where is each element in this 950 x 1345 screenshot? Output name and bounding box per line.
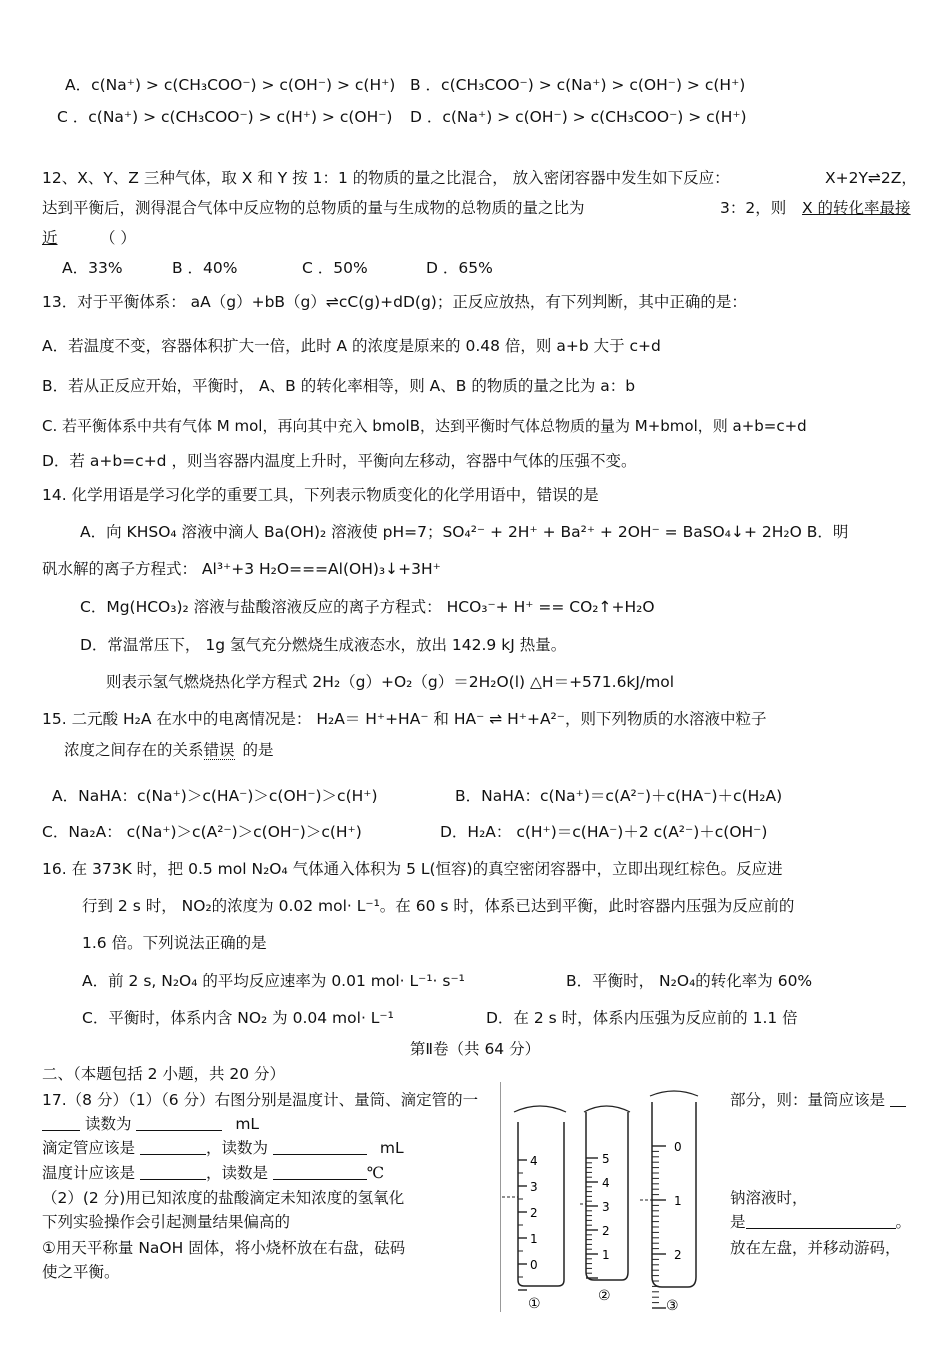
- q15-option-c: C．Na₂A： c(Na⁺)＞c(A²⁻)＞c(OH⁻)＞c(H⁺): [42, 823, 362, 841]
- answer-blank-error-ops[interactable]: [746, 1213, 896, 1229]
- q16-option-d: D．在 2 s 时，体系内压强为反应前的 1.1 倍: [486, 1009, 798, 1027]
- q11-option-a: A．c(Na⁺) > c(CH₃COO⁻) > c(OH⁻) > c(H⁺): [65, 76, 396, 94]
- q11-option-c: C ．c(Na⁺) > c(CH₃COO⁻) > c(H⁺) > c(OH⁻): [57, 108, 393, 126]
- q17-part2-line1: （2）(2 分)用已知浓度的盐酸滴定未知浓度的氢氧化: [42, 1189, 405, 1207]
- q14-option-c: C．Mg(HCO₃)₂ 溶液与盐酸溶液反应的离子方程式： HCO₃⁻+ H⁺ == CO₂↑+H₂O: [80, 598, 655, 616]
- q16-stem-line2: 行到 2 s 时， NO₂的浓度为 0.02 mol· L⁻¹。在 60 s 时，体系已达到平衡，此时容器内压强为反应前的: [82, 897, 795, 915]
- answer-blank-cylinder[interactable]: [890, 1091, 906, 1107]
- q14-option-d: D．常温常压下， 1g 氢气充分燃烧生成液态水，放出 142.9 kJ 热量。: [80, 636, 567, 654]
- answer-blank-thermometer-reading[interactable]: [273, 1164, 367, 1180]
- instrument-2-tick-label: 3: [602, 1200, 610, 1214]
- q17-item1-line1-right: 放在左盘，并移动游码，: [730, 1239, 901, 1257]
- q12-stem-line2: 达到平衡后，测得混合气体中反应物的总物质的量与生成物的总物质的量之比为: [42, 199, 585, 217]
- answer-blank-cylinder-cont[interactable]: [42, 1115, 80, 1131]
- section2-title: 第Ⅱ卷（共 64 分）: [409, 1040, 541, 1058]
- q12-option-d: D ．65%: [426, 259, 493, 277]
- comma: ，: [205, 1164, 222, 1182]
- q17-read-label: 读数为: [221, 1139, 268, 1157]
- q12-stem-line1: 12、X、Y、Z 三种气体，取 X 和 Y 按 1：1 的物质的量之比混合， 放入密闭容器中发生如下反应：: [42, 169, 730, 187]
- q17-part2-line1-right: 钠溶液时，: [730, 1189, 808, 1207]
- unit-ml: mL: [379, 1139, 404, 1157]
- q15-emphasis-word: 错误: [203, 741, 235, 759]
- q14-option-b: 矾水解的离子方程式： Al³⁺+3 H₂O===Al(OH)₃↓+3H⁺: [42, 560, 441, 578]
- q17-line3: [42, 1138, 404, 1158]
- q12-underlined-text-end: 近: [42, 229, 58, 247]
- q12-option-b: B ．40%: [172, 259, 238, 277]
- comma: ，: [205, 1139, 222, 1157]
- instrument-1-tick-label: 2: [530, 1206, 538, 1220]
- instrument-2-label: ②: [598, 1288, 611, 1304]
- instrument-2-tick-label: 5: [602, 1152, 610, 1166]
- instruments-figure: [500, 1082, 730, 1312]
- q12-option-a: A．33%: [62, 259, 123, 277]
- q17-part2-line2: 下列实验操作会引起测量结果偏高的: [42, 1213, 291, 1231]
- q13-option-d: D．若 a+b=c+d ，则当容器内温度上升时，平衡向左移动，容器中气体的压强不变。: [42, 452, 637, 470]
- q14-option-a: A．向 KHSO₄ 溶液中滴人 Ba(OH)₂ 溶液使 pH=7；SO₄²⁻ + 2H⁺ + Ba²⁺ + 2OH⁻ = BaSO₄↓+ 2H₂O B．明: [80, 523, 849, 541]
- q17-line4: [42, 1163, 384, 1183]
- q16-stem-line3: 1.6 倍。下列说法正确的是: [82, 934, 267, 952]
- q17-is-label: 是: [730, 1213, 746, 1231]
- q17-part2-line2-right: [730, 1212, 911, 1232]
- unit-ml: mL: [235, 1115, 260, 1133]
- q15-option-d: D．H₂A： c(H⁺)＝c(HA⁻)＋2 c(A²⁻)＋c(OH⁻): [440, 823, 768, 841]
- q13-option-a: A．若温度不变，容器体积扩大一倍，此时 A 的浓度是原来的 0.48 倍，则 a+b 大于 c+d: [42, 337, 661, 355]
- q15-option-b: B．NaHA：c(Na⁺)＝c(A²⁻)＋c(HA⁻)＋c(H₂A): [455, 787, 783, 805]
- instrument-2-tick-label: 4: [602, 1176, 610, 1190]
- instrument-1-tick-label: 1: [530, 1232, 538, 1246]
- q12-option-c: C ．50%: [302, 259, 368, 277]
- q11-option-b: B ．c(CH₃COO⁻) > c(Na⁺) > c(OH⁻) > c(H⁺): [410, 76, 746, 94]
- q17-stem-line1-right: [730, 1090, 906, 1110]
- q17-thermometer-label: 温度计应该是: [42, 1164, 136, 1182]
- q13-stem: 13．对于平衡体系： aA（g）+bB（g）⇌cC(g)+dD(g)；正反应放热，有下列判断，其中正确的是：: [42, 293, 747, 311]
- instrument-3-tick-label: 2: [674, 1248, 682, 1262]
- q15-stem: 15. 二元酸 H₂A 在水中的电离情况是： H₂A＝ H⁺+HA⁻ 和 HA⁻ ⇌ H⁺+A²⁻，则下列物质的水溶液中粒子: [42, 710, 767, 728]
- instrument-2-tick-label: 2: [602, 1224, 610, 1238]
- q16-stem-line1: 16. 在 373K 时，把 0.5 mol N₂O₄ 气体通入体积为 5 L(恒容)的真空密闭容器中，立即出现红棕色。反应进: [42, 860, 783, 878]
- answer-blank-thermometer[interactable]: [140, 1164, 206, 1180]
- instrument-1-tick-label: 4: [530, 1154, 538, 1168]
- q17-item1-line2: 使之平衡。: [42, 1263, 120, 1281]
- q17-line2: [42, 1114, 259, 1134]
- q12-reaction: X+2Y⇌2Z，: [825, 169, 917, 187]
- instrument-3-tick-label: 1: [674, 1194, 682, 1208]
- q17-read-label: 读数为: [84, 1115, 132, 1133]
- unit-celsius: ℃: [366, 1164, 385, 1182]
- q14-option-d-equation: 则表示氢气燃烧热化学方程式 2H₂（g）+O₂（g）＝2H₂O(l) △H＝+571.6kJ/mol: [106, 673, 675, 691]
- q13-option-b: B．若从正反应开始，平衡时， A、B 的转化率相等，则 A、B 的物质的量之比为 a：b: [42, 377, 636, 395]
- instrument-1-tick-label: 0: [530, 1258, 538, 1272]
- q14-stem: 14. 化学用语是学习化学的重要工具，下列表示物质变化的化学用语中，错误的是: [42, 486, 599, 504]
- q15-option-a: A．NaHA：c(Na⁺)＞c(HA⁻)＞c(OH⁻)＞c(H⁺): [52, 787, 378, 805]
- q15-stem-line2: [64, 740, 274, 760]
- instrument-1-label: ①: [528, 1296, 541, 1312]
- q17-cylinder-label: 部分，则：量筒应该是: [730, 1091, 886, 1109]
- answer-blank-burette-reading[interactable]: [273, 1139, 367, 1155]
- section2-subtitle: 二、（本题包括 2 小题，共 20 分）: [42, 1065, 286, 1083]
- q17-item1-line1: ①用天平称量 NaOH 固体，将小烧杯放在右盘，砝码: [42, 1239, 406, 1257]
- q17-read-is-label: 读数是: [221, 1164, 268, 1182]
- answer-blank-burette[interactable]: [140, 1139, 206, 1155]
- q16-option-c: C．平衡时，体系内含 NO₂ 为 0.04 mol· L⁻¹: [82, 1009, 394, 1027]
- q12-ratio: 3：2，则: [720, 199, 787, 217]
- q12-underlined-text: X 的转化率最接: [802, 199, 911, 217]
- answer-blank-cylinder-reading[interactable]: [136, 1115, 222, 1131]
- instrument-2-tick-label: 1: [602, 1248, 610, 1262]
- q16-option-a: A．前 2 s, N₂O₄ 的平均反应速率为 0.01 mol· L⁻¹· s⁻¹: [82, 972, 465, 990]
- q12-answer-paren: （ ）: [100, 229, 136, 247]
- q11-option-d: D ．c(Na⁺) > c(OH⁻) > c(CH₃COO⁻) > c(H⁺): [410, 108, 747, 126]
- q16-option-b: B．平衡时， N₂O₄的转化率为 60%: [566, 972, 813, 990]
- instrument-1-tick-label: 3: [530, 1180, 538, 1194]
- instrument-3-label: ③: [666, 1298, 679, 1312]
- q13-option-c: C. 若平衡体系中共有气体 M mol，再向其中充入 bmolB，达到平衡时气体总物质的量为 M+bmol，则 a+b=c+d: [42, 417, 807, 435]
- q15-stem-part1: 浓度之间存在的关系: [64, 741, 204, 759]
- q17-stem-line1: 17.（8 分）（1）（6 分）右图分别是温度计、量筒、滴定管的一: [42, 1091, 479, 1109]
- q15-stem-part2: 的是: [242, 741, 274, 759]
- instrument-3-tick-label: 0: [674, 1140, 682, 1154]
- q17-burette-label: 滴定管应该是: [42, 1139, 136, 1157]
- period: 。: [895, 1213, 912, 1231]
